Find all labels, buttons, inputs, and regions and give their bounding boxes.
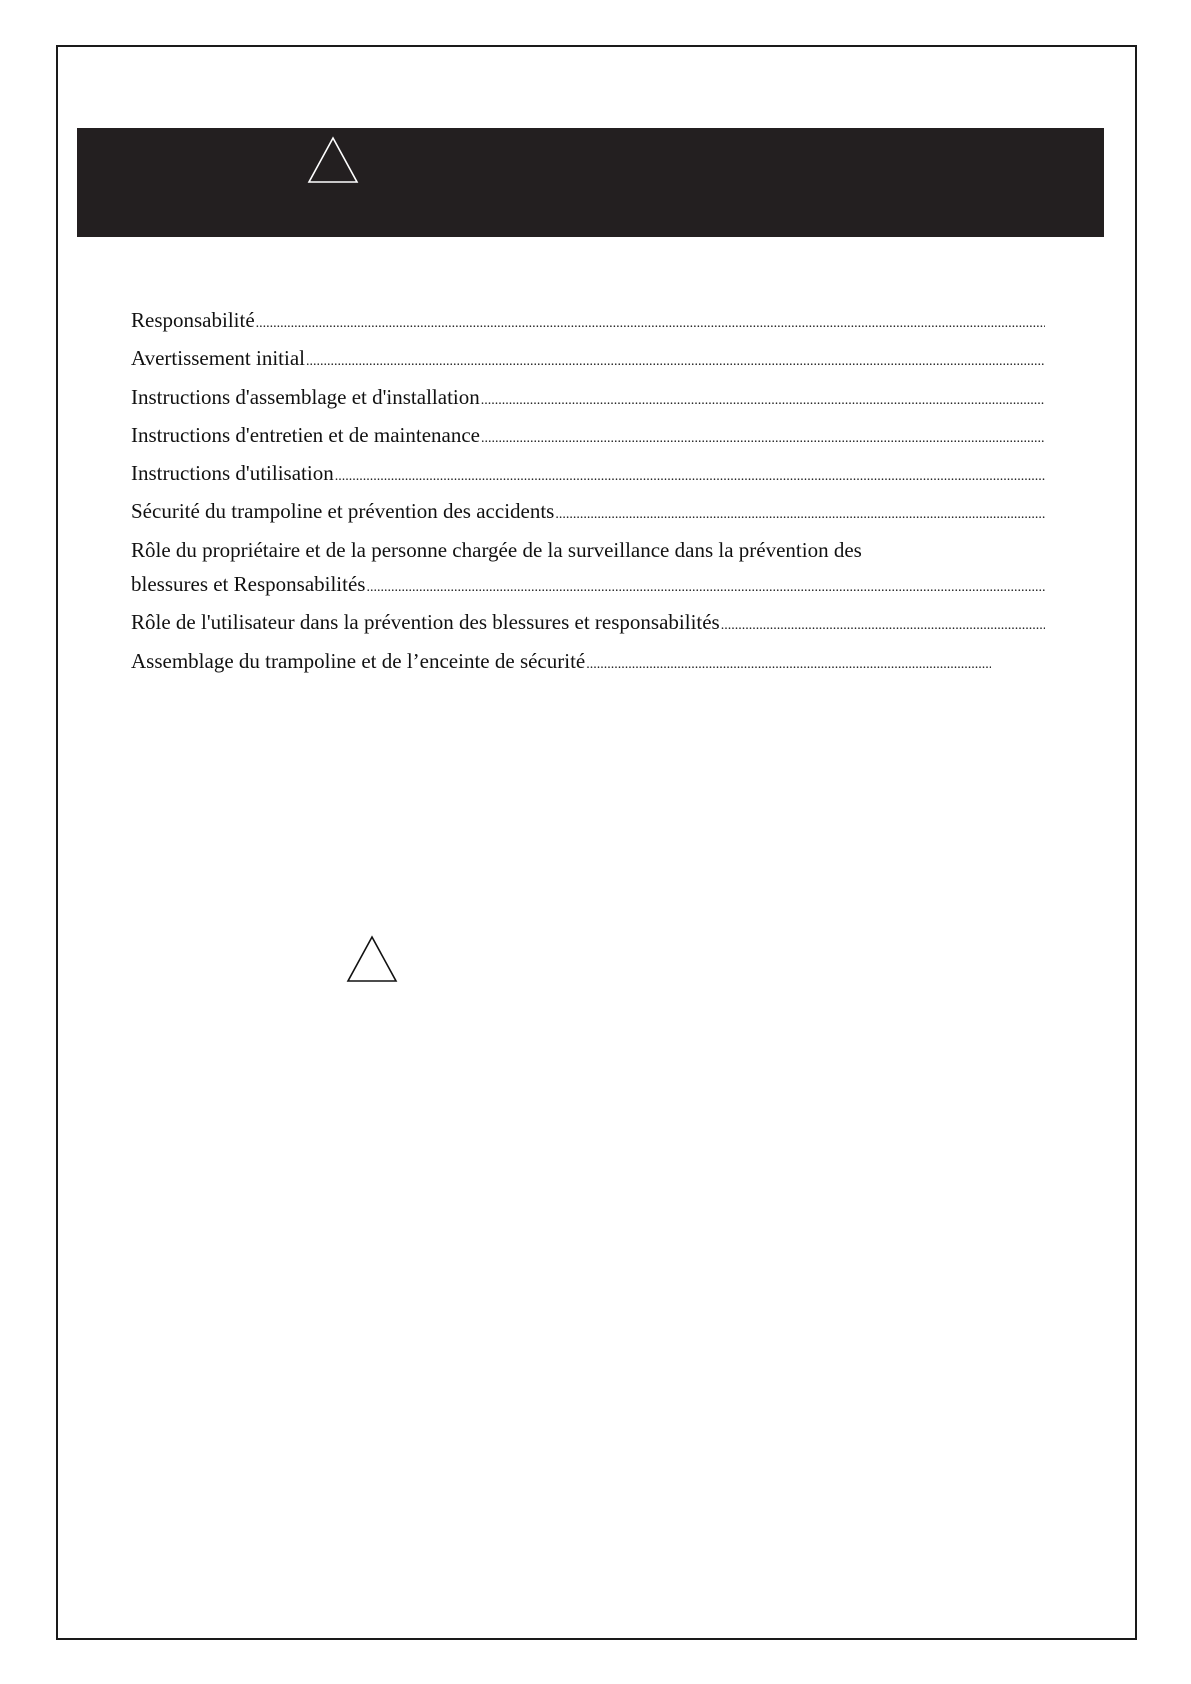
toc-item-responsabilite[interactable] xyxy=(131,303,1045,341)
warning-triangle-icon xyxy=(307,136,359,184)
toc-item-label: Instructions d'utilisation xyxy=(131,461,334,486)
toc-leader-dots xyxy=(256,307,1045,341)
toc-item-label: Sécurité du trampoline et prévention des accidents xyxy=(131,499,555,524)
table-of-contents xyxy=(131,303,1045,682)
toc-leader-dots xyxy=(366,571,1045,605)
toc-item-assemblage-installation[interactable] xyxy=(131,380,1045,418)
toc-leader-dots xyxy=(555,498,1045,532)
toc-leader-dots xyxy=(721,609,1045,643)
toc-item-label: Assemblage du trampoline et de l’enceinte de sécurité xyxy=(131,648,586,673)
toc-item-label: Instructions d'assemblage et d'installation xyxy=(131,384,480,409)
toc-item-label: Rôle de l'utilisateur dans la prévention des blessures et responsabilités xyxy=(131,610,720,635)
toc-item-utilisation[interactable] xyxy=(131,456,1045,494)
toc-item-avertissement-initial[interactable] xyxy=(131,341,1045,379)
toc-item-label: Responsabilité xyxy=(131,308,255,332)
toc-item-label: Avertissement initial xyxy=(131,346,305,371)
toc-item-role-utilisateur[interactable] xyxy=(131,605,1045,643)
toc-item-label: Instructions d'entretien et de maintenance xyxy=(131,422,480,447)
toc-item-assemblage-trampoline[interactable] xyxy=(131,644,991,682)
toc-leader-dots xyxy=(481,422,1045,456)
header-band xyxy=(77,128,1104,237)
toc-item-line2 xyxy=(131,567,1045,605)
toc-item-label-line2: blessures et Responsabilités xyxy=(131,572,366,597)
toc-item-label-line1: Rôle du propriétaire et de la personne chargée de la surveillance dans la prévention des xyxy=(131,537,862,562)
toc-item-securite-prevention[interactable] xyxy=(131,494,1045,532)
toc-leader-dots xyxy=(481,384,1045,418)
toc-leader-dots xyxy=(586,648,991,682)
page-frame xyxy=(56,45,1137,1640)
toc-leader-dots xyxy=(335,460,1045,494)
toc-item-role-proprietaire[interactable] xyxy=(131,533,1045,606)
toc-leader-dots xyxy=(306,345,1045,379)
warning-triangle-icon xyxy=(346,935,398,983)
toc-item-entretien-maintenance[interactable] xyxy=(131,418,1045,456)
